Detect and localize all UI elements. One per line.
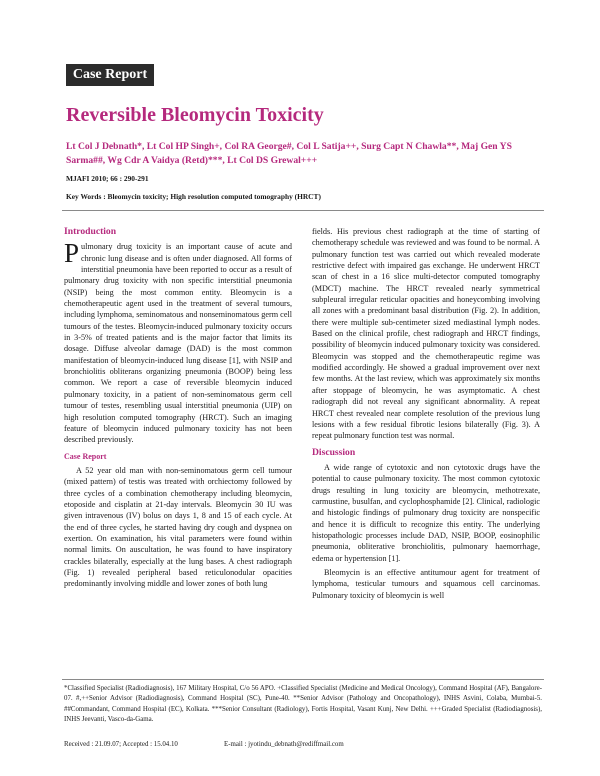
keywords: Key Words : Bleomycin toxicity; High resolution computed tomography (HRCT) <box>66 192 321 201</box>
received-accepted: Received : 21.09.07; Accepted : 15.04.10 <box>64 741 178 748</box>
affiliations-text: *Classified Specialist (Radiodiagnosis), 167 Military Hospital, C/o 56 APO. +Classified Specialist (Medicine and Medical Oncology), Command Hospital (AF), Bangalore-07. #,++Senior Advisor (Radiodiagnosis), Command Hospital (SC), Pune-40. **Senior Advisor (Pathology and Oncopathology), INHS Asvini, Colaba, Mumbai-5. ##Commandant, Command Hospital (EC), Kolkata. ***Senior Consultant (Radiology), Fortis Hospital, Vasant Kunj, New Delhi. +++Graded Specialist (Radiodiagnosis), INHS Jeevanti, Vasco-da-Gama. <box>64 685 542 723</box>
introduction-text: ulmonary drug toxicity is an important cause of acute and chronic lung disease and is often under diagnosed. All forms of interstitial pneumonia have been reported to occur as a result of pulmonary drug toxicity with non specific interstitial pneumonia (NSIP) being the most common entity. Bleomycin is a chemotherapeutic agent used in the treatment of several tumours, including lymphoma, seminomatous and nonseminomatous germ cell tumours of the testes. Bleomycin-induced pulmonary toxicity occurs in 3-5% of treated patients and is the major factor that limits its dosage. Diffuse alveolar damage (DAD) is the most common manifestation of bleomycin-induced lung disease [1], with NSIP and bronchiolitis obliterans organizing pneumonia (BOOP) being less common. We report a case of reversible bleomycin induced pulmonary toxicity, in a patient of non-seminomatous germ cell tumour of testes, resembling usual interstitial pneumonia (UIP) on high resolution computed tomography (HRCT). Such an imaging feature of bleomycin induced pulmonary toxicity has not been described previously. <box>64 242 292 445</box>
section-label: Case Report <box>66 64 154 86</box>
discussion-paragraph-2: Bleomycin is an effective antitumour agent for treatment of lymphoma, testicular tumours and squamous cell carcinomas. Pulmonary toxicity of bleomycin is well <box>312 567 540 600</box>
case-report-paragraph: A 52 year old man with non-seminomatous germ cell tumour (mixed pattern) of testis was treated with orchiectomy followed by three cycles of a combination chemotherapy including bleomycin, etoposide and cisplatin at 21-day intervals. Bleomycin 30 IU was given intravenous (IV) bolus on days 1, 8 and 15 of each cycle. At the end of three cycles, he started having dry cough and dyspnea on exertion. On examination, his vital parameters were found within normal limits. On auscultation, he was found to have inspiratory crackles bilaterally, especially at the lung bases. A chest radiograph (Fig. 1) revealed peripheral based reticulonodular opacities predominantly involving middle and lower zones of both lung <box>64 465 292 589</box>
introduction-heading: Introduction <box>64 226 117 237</box>
article-title: Reversible Bleomycin Toxicity <box>66 104 324 126</box>
author-list: Lt Col J Debnath*, Lt Col HP Singh+, Col RA George#, Col L Satija++, Surg Capt N Chawla**, Maj Gen YS Sarma##, Wg Cdr A Vaidya (Retd)***, Lt Col DS Grewal+++ <box>66 141 512 166</box>
header-divider <box>62 210 544 211</box>
footnote-divider <box>62 679 544 680</box>
case-report-continued: fields. His previous chest radiograph at the time of starting of chemotherapy schedule was reviewed and was found to be normal. A pulmonary function test was carried out which revealed moderate restrictive defect with impaired gas exchange. He underwent HRCT scan of chest in a 16 slice multi-detector computed tomography (MDCT) machine. The HRCT revealed nearly symmetrical subpleural irregular reticular opacities and honeycombing involving all zones with a predominant basal distribution (Fig. 2). In addition, there were multiple sub-centimeter sized mediastinal lymph nodes. Based on the clinical profile, chest radiograph and HRCT findings, possibility of bleomycin induced pulmonary toxicity was considered. Bleomycin was stopped and the chemotherapeutic regime was modified accordingly. He showed a gradual improvement over next few months. At the last review, which was approximately six months after stoppage of bleomycin, he was asymptomatic. A chest radiograph did not reveal any significant abnormality. A repeat HRCT chest revealed near complete resolution of the previous lung lesions with a few residual fibrotic lesions bilaterally (Fig. 3). A repeat pulmonary function test was normal. <box>312 227 540 441</box>
discussion-paragraph-1: A wide range of cytotoxic and non cytotoxic drugs have the potential to cause pulmonary toxicity. The most common cytotoxic drugs resulting in lung toxicity are bleomycin, methotrexate, carmustine, busulfan, and cyclophosphamide [2]. Clinical, radiologic and histologic findings of pulmonary drug toxicity are nonspecific and hence it is difficult to recognize this entity. The underlying histopathologic processes include DAD, NSIP, BOOP, eosinophilic pneumonia, obliterative bronchiolitis, pulmonary haemorrhage, edema or hypertension [1]. <box>312 462 540 563</box>
case-report-heading: Case Report <box>64 451 107 461</box>
discussion-heading: Discussion <box>312 446 356 458</box>
received-dates <box>64 741 542 748</box>
introduction-paragraph <box>64 238 292 445</box>
corresponding-email: E-mail : jyotindu_debnath@rediffmail.com <box>224 741 344 748</box>
right-column <box>312 226 540 604</box>
journal-citation: MJAFI 2010; 66 : 290-291 <box>66 174 149 183</box>
left-column <box>64 226 292 593</box>
affiliations-footnote <box>64 684 542 725</box>
drop-cap: P <box>64 238 80 269</box>
